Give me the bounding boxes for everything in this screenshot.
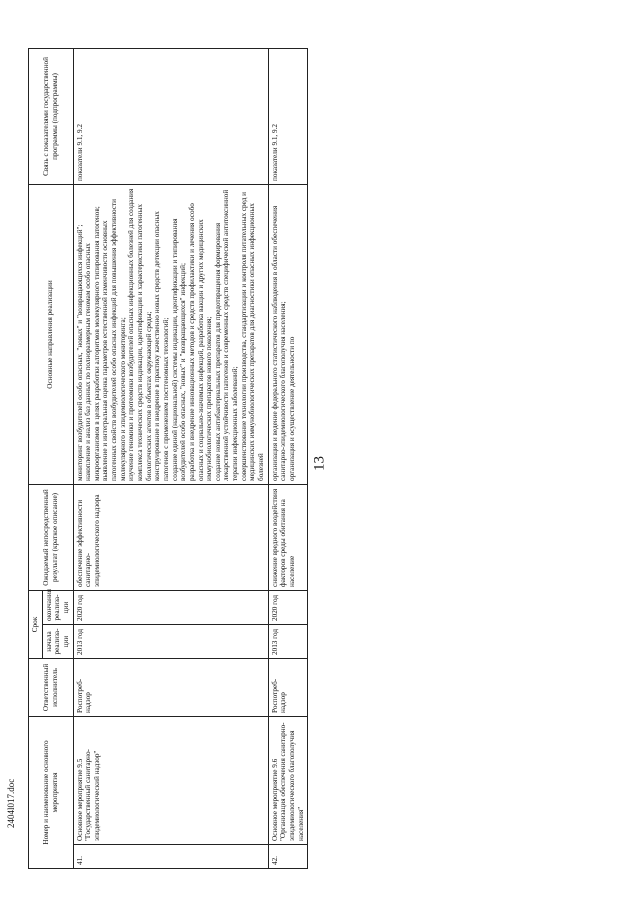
table-row xyxy=(73,48,268,868)
direction-item: изучение геномики и протеомики возбудителей опасных инфекционных болезней для создания комплекса технических средств индикации, идентификации и характеристики патогенных биологических агентов в объектах окружающей среды; xyxy=(127,188,153,481)
direction-item: создание единой (национальной) системы индикации, идентификации и типирования возбудителей особо опасных, "новых" и "возвращающихся" инфекций; xyxy=(170,218,188,481)
direction-item: выявление и интегральная оценка параметров естественной изменчивости основных патогенных свойств возбудителей особо опасных инфекций для повышения эффективности молекулярного и эпидемиологического мониторинга; xyxy=(101,199,127,481)
page-number: 13 xyxy=(311,456,328,471)
expected-result: обеспечение эффективности санитарно- эпидемиологического надзора xyxy=(73,484,268,590)
header-number-name: Номер и наименование основного мероприятия xyxy=(29,716,74,868)
directions-cell xyxy=(73,184,268,484)
program-table xyxy=(28,48,308,869)
header-link: Связь с показателями государственной программы (подпрограммы) xyxy=(29,48,74,184)
end-date: 2020 год xyxy=(73,590,268,624)
header-directions: Основные направления реализации xyxy=(29,184,74,484)
indicator-link: показатели 9.1, 9.2 xyxy=(73,48,268,184)
start-date: 2013 год xyxy=(268,624,308,658)
rotated-table-container xyxy=(28,49,588,869)
directions-list xyxy=(271,188,297,481)
executor: Роспотреб- надзор xyxy=(268,658,308,716)
end-date: 2020 год xyxy=(268,590,308,624)
direction-item: совершенствование технологии производства, стандартизации и контроля питательных сред и медицинских иммунобиологических препаратов для диагностики опасных инфекционных болезней xyxy=(239,191,266,481)
directions-list xyxy=(76,188,266,481)
directions-cell xyxy=(268,184,308,484)
direction-item: конструирование и внедрение в практику качественно новых средств детекции опасных патогенов с применением постгеномных технологий; xyxy=(153,211,170,481)
start-date: 2013 год xyxy=(73,624,268,658)
expected-result: снижение вредного воздействия факторов среды обитания на население xyxy=(268,484,308,590)
table-row xyxy=(268,48,308,868)
header-end: окончания реализа- ции xyxy=(42,590,73,624)
header-result: Ожидаемый непосредственный результат (краткое описание) xyxy=(29,484,74,590)
indicator-link: показатели 9.1, 9.2 xyxy=(268,48,308,184)
header-start: начала реализа- ции xyxy=(42,624,73,658)
row-number: 42. xyxy=(268,845,308,869)
task-name: Основное мероприятие 9.5 "Государственный санитарно-эпидемиологический надзор" xyxy=(73,716,268,844)
direction-item: накопление и анализ баз данных по полноразмерным геномам особо опасных микроорганизмов в целях разработки алгоритмов молекулярного типирования патогенов; xyxy=(84,206,101,481)
direction-item: организация и ведение федерального статистического наблюдения в области обеспечения санитарно-эпидемиологического благополучия населения; xyxy=(270,205,288,481)
executor: Роспотреб- надзор xyxy=(73,658,268,716)
task-name: Основное мероприятие 9.6 "Организация обеспечения санитарно-эпидемиологического благополучия населения" xyxy=(268,716,308,844)
document-filename: 2404l017.doc xyxy=(6,778,16,828)
header-executor: Ответственный исполнитель xyxy=(29,658,74,716)
header-term: Срок xyxy=(29,590,43,658)
direction-item: мониторинг возбудителей особо опасных, "новых" и "возвращающихся инфекций"; xyxy=(75,224,84,481)
direction-item: организация и осуществление деятельности по xyxy=(287,336,296,481)
row-number: 41. xyxy=(73,845,268,869)
direction-item: разработка и внедрение инновационных методов и средств профилактики и лечения особо опасных и социально-значимых инфекций, разработка вакцин и других медицинских иммунобиологических препаратов нового поколения; xyxy=(187,203,214,481)
direction-item: создание новых антибактериальных препаратов для предотвращения формирования лекарственной устойчивости патогенов и современных средств специфической антитоксинной терапии инфекционных заболеваний; xyxy=(213,189,240,481)
